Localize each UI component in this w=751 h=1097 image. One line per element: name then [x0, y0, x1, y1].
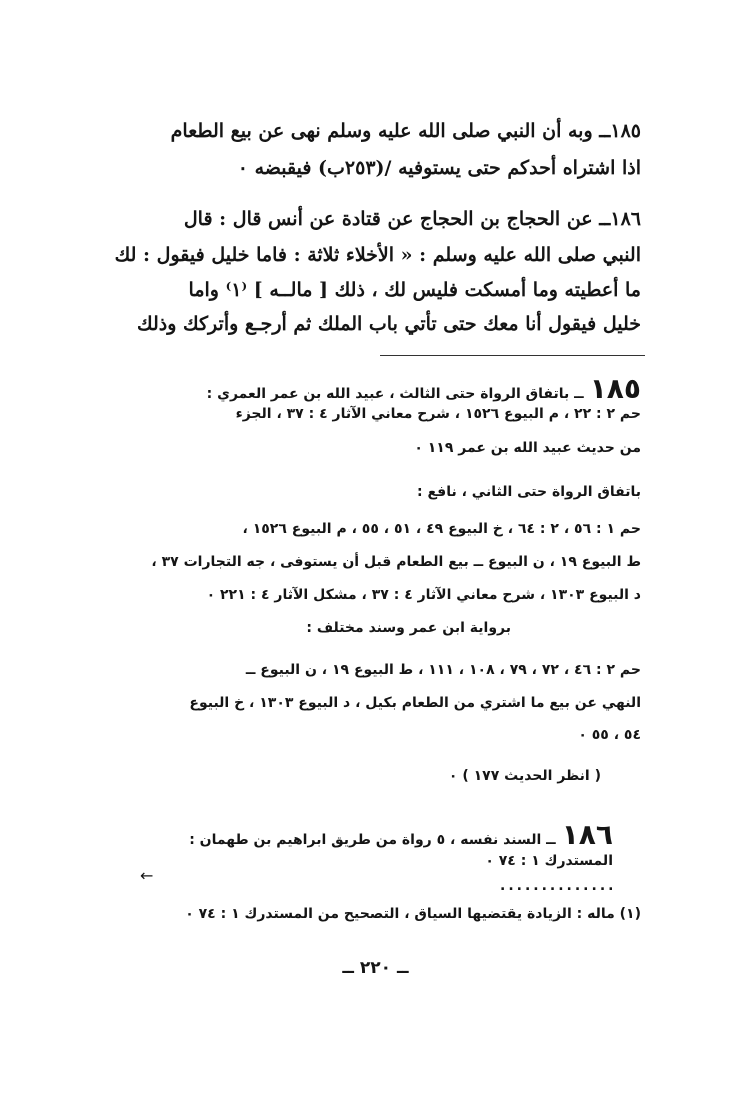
notes-186-number: ١٨٦: [561, 818, 613, 851]
notes-185-heading-text: ــ باتفاق الرواة حتى الثالث ، عبيد الله بن عمر العمري :: [206, 386, 584, 402]
hadith-186-line-3: ما أعطيته وما أمسكت فليس لك ، ذلك [ مالــه ] ⁽١⁾ واما: [188, 279, 641, 301]
hadith-186-line-4: خليل فيقول أنا معك حتى تأتي باب الملك ثم أرجـع وأتركك وذلك: [136, 313, 641, 335]
continuation-arrow: ←: [140, 866, 154, 885]
notes-185-line-11: ( انظر الحديث ١٧٧ ) ٠: [448, 768, 601, 784]
footnote-dots: ..............: [500, 878, 617, 894]
notes-185-number: ١٨٥: [589, 372, 641, 405]
notes-185-line-2: من حديث عبيد الله بن عمر ١١٩ ٠: [414, 440, 641, 456]
notes-185-line-1: حم ٢ : ٢٢ ، م البيوع ١٥٢٦ ، شرح معاني الآثار ٤ : ٣٧ ، الجزء: [235, 406, 641, 422]
hadith-186-line-2: النبي صلى الله عليه وسلم : « الأخلاء ثلاثة : فاما خليل فيقول : لك: [114, 244, 641, 266]
notes-186-heading: [189, 818, 613, 851]
separator-rule: [380, 355, 645, 356]
notes-185-line-9: النهي عن بيع ما اشتري من الطعام بكيل ، د البيوع ١٣٠٣ ، خ البيوع: [189, 695, 641, 711]
page-number: ــ ٢٢٠ ــ: [342, 958, 409, 978]
notes-186-heading-text: ــ السند نفسه ، ٥ رواة من طريق ابراهيم بن طهمان :: [189, 832, 556, 848]
notes-185-line-5: ط البيوع ١٩ ، ن البيوع ــ بيع الطعام قبل أن يستوفى ، جه التجارات ٣٧ ،: [151, 554, 641, 570]
notes-185-line-4: حم ١ : ٥٦ ، ٢ : ٦٤ ، خ البيوع ٤٩ ، ٥١ ، ٥٥ ، م البيوع ١٥٢٦ ،: [242, 521, 641, 537]
notes-186-line-1: المستدرك ١ : ٧٤ ٠: [485, 853, 613, 869]
hadith-185-line-2: اذا اشتراه أحدكم حتى يستوفيه /(٢٥٣ب) فيقبضه ٠: [237, 157, 641, 179]
notes-185-line-7: برواية ابن عمر وسند مختلف :: [306, 620, 511, 636]
notes-185-line-6: د البيوع ١٣٠٣ ، شرح معاني الآثار ٤ : ٣٧ ، مشكل الآثار ٤ : ٢٢١ ٠: [206, 587, 641, 603]
footnote: (١) ماله : الزيادة يقتضيها السياق ، التصحيح من المستدرك ١ : ٧٤ ٠: [185, 906, 641, 922]
hadith-186-line-1: ١٨٦ــ عن الحجاج بن الحجاج عن قتادة عن أنس قال : قال: [183, 208, 641, 230]
notes-185-line-10: ٥٤ ، ٥٥ ٠: [578, 727, 641, 743]
notes-185-line-3: باتفاق الرواة حتى الثاني ، نافع :: [417, 484, 641, 500]
hadith-185-line-1: ١٨٥ــ وبه أن النبي صلى الله عليه وسلم نهى عن بيع الطعام: [170, 120, 641, 142]
notes-185-heading: [207, 372, 641, 405]
notes-185-line-8: حم ٢ : ٤٦ ، ٧٢ ، ٧٩ ، ١٠٨ ، ١١١ ، ط البيوع ١٩ ، ن البيوع ــ: [245, 662, 641, 678]
